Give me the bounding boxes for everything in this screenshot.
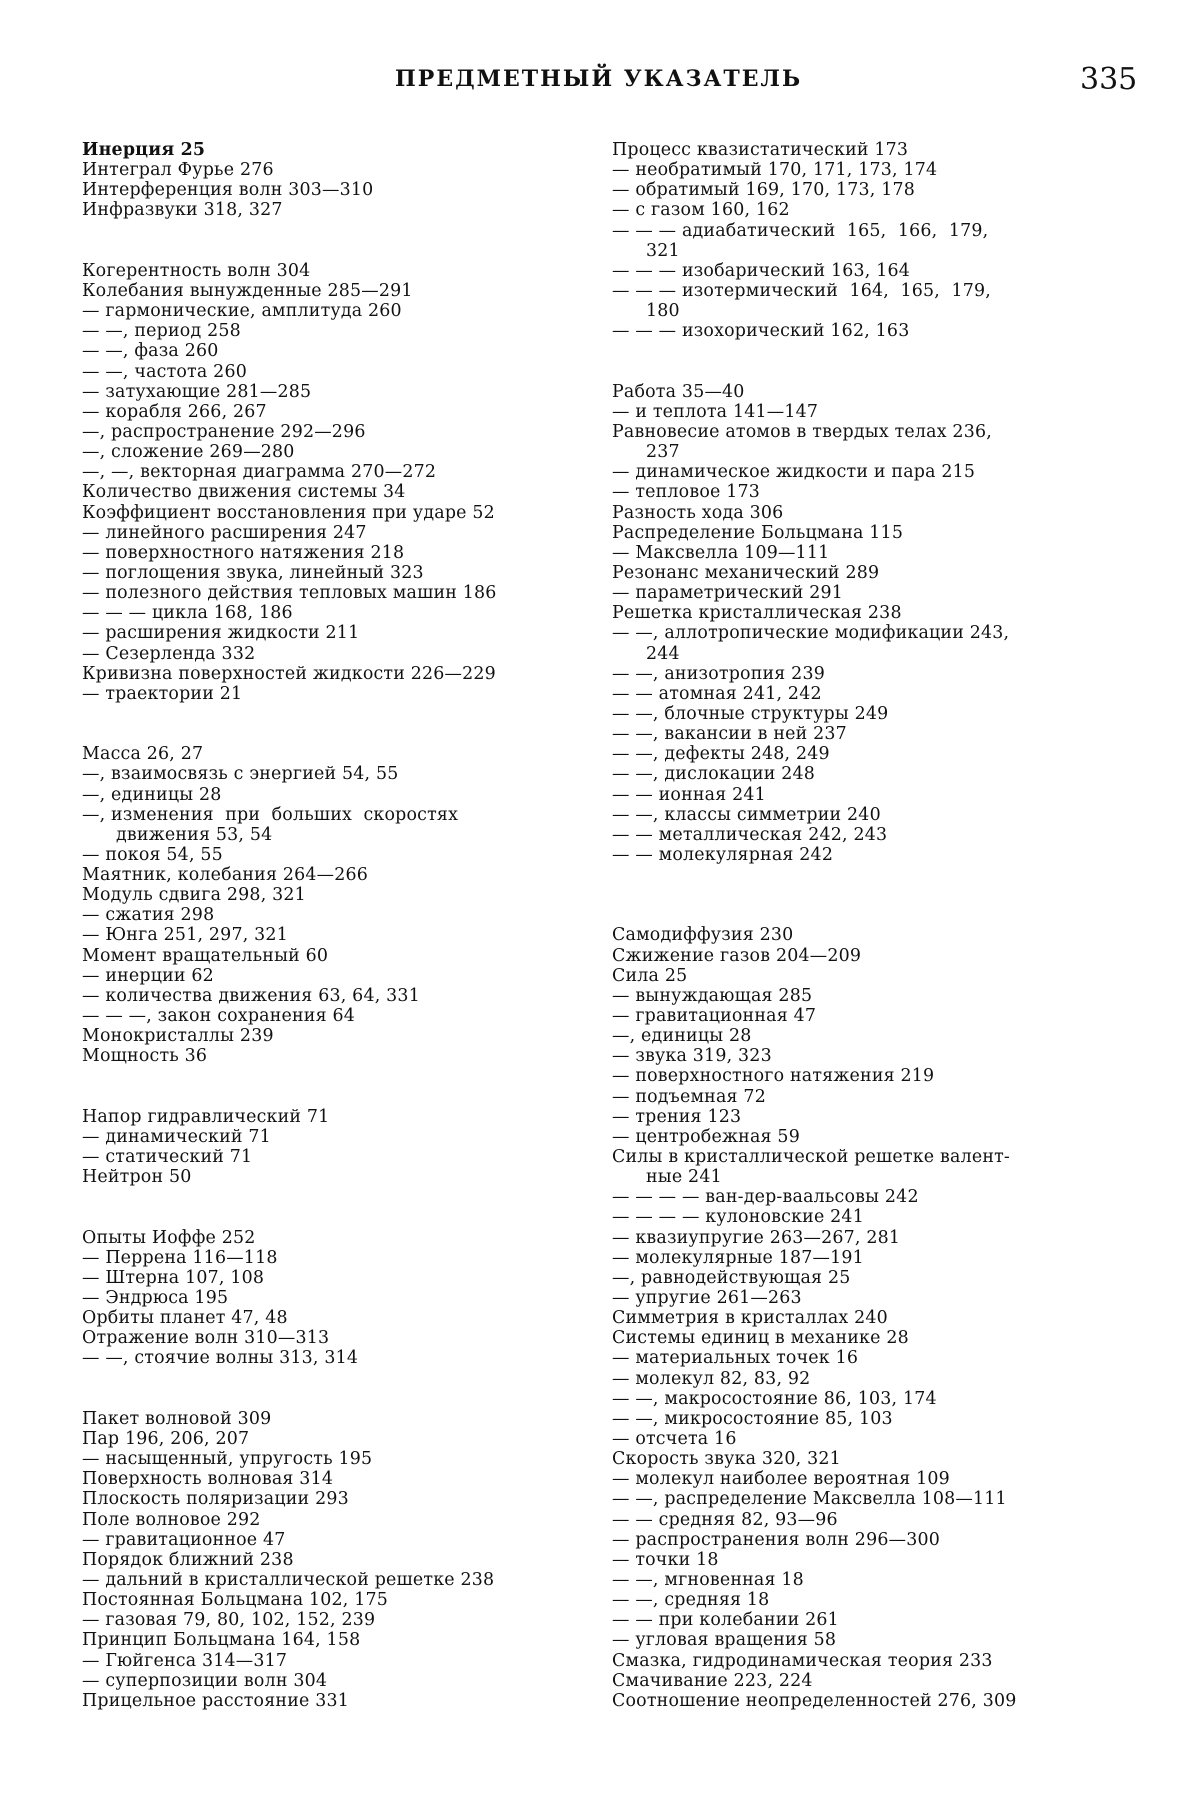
index-entry: ные 241 (646, 1167, 722, 1188)
index-entry: — точки 18 (612, 1549, 719, 1570)
index-entry: — подъемная 72 (612, 1086, 766, 1107)
index-entry: Инфразвуки 318, 327 (82, 200, 283, 221)
index-entry: — Юнга 251, 297, 321 (82, 925, 288, 946)
index-entry: Кривизна поверхностей жидкости 226—229 (82, 663, 496, 684)
index-entry: Прицельное расстояние 331 (82, 1690, 349, 1711)
index-entry: — суперпозиции волн 304 (82, 1670, 328, 1691)
index-group-gap (82, 1389, 602, 1409)
index-entry: — —, фаза 260 (82, 341, 219, 362)
index-entry: — — — цикла 168, 186 (82, 603, 293, 624)
index-entry: — —, анизотропия 239 (612, 663, 825, 684)
index-entry: — —, микросостояние 85, 103 (612, 1408, 893, 1429)
index-entry: Смачивание 223, 224 (612, 1670, 813, 1691)
index-entry: — насыщенный, упругость 195 (82, 1449, 373, 1470)
index-entry: Порядок ближний 238 (82, 1549, 294, 1570)
index-entry: — Сезерленда 332 (82, 643, 256, 664)
index-entry: —, —, векторная диаграмма 270—272 (82, 462, 437, 483)
index-entry: Монокристаллы 239 (82, 1026, 274, 1047)
index-entry: — — — изохорический 162, 163 (612, 321, 910, 342)
index-entry: Отражение волн 310—313 (82, 1328, 330, 1349)
index-entry: Инерция 25 (82, 140, 206, 160)
index-entry: — покоя 54, 55 (82, 844, 223, 865)
index-entry: Модуль сдвига 298, 321 (82, 885, 306, 906)
running-title: ПРЕДМЕТНЫЙ УКАЗАТЕЛЬ (395, 66, 803, 92)
index-entry: — молекул 82, 83, 92 (612, 1368, 811, 1389)
index-entry: — необратимый 170, 171, 173, 174 (612, 160, 938, 181)
index-entry: — отсчета 16 (612, 1429, 737, 1449)
index-entry: Масса 26, 27 (82, 744, 204, 765)
index-entry: — сжатия 298 (82, 905, 215, 926)
index-entry: Сила 25 (612, 965, 688, 986)
index-entry: — угловая вращения 58 (612, 1630, 837, 1651)
index-entry: Мощность 36 (82, 1046, 208, 1067)
index-entry: — и теплота 141—147 (612, 401, 819, 422)
index-entry: Интерференция волн 303—310 (82, 180, 374, 201)
index-entry: —, равнодействующая 25 (612, 1267, 851, 1288)
index-entry: — —, аллотропические модификации 243, (612, 623, 1010, 644)
index-entry: Поле волновое 292 (82, 1509, 261, 1530)
index-entry: — —, распределение Максвелла 108—111 (612, 1489, 1007, 1510)
index-entry: Решетка кристаллическая 238 (612, 603, 902, 624)
index-entry: — —, классы симметрии 240 (612, 804, 881, 825)
index-entry: — —, дефекты 248, 249 (612, 744, 830, 765)
index-group-gap (612, 905, 1152, 925)
page-header (0, 58, 1200, 98)
index-entry: Коэффициент восстановления при ударе 52 (82, 502, 495, 523)
index-entry: — линейного расширения 247 (82, 522, 367, 543)
index-entry: — — при колебании 261 (612, 1610, 839, 1631)
index-entry: —, изменения при больших скоростях (82, 804, 459, 825)
index-entry: — поверхностного натяжения 219 (612, 1066, 935, 1087)
index-entry: — расширения жидкости 211 (82, 623, 360, 644)
index-entry: Орбиты планет 47, 48 (82, 1308, 288, 1329)
index-entry: Постоянная Больцмана 102, 175 (82, 1590, 389, 1611)
index-entry: 180 (646, 301, 680, 322)
index-entry: — количества движения 63, 64, 331 (82, 985, 420, 1006)
index-entry: — статический 71 (82, 1147, 253, 1168)
index-entry: — — — — кулоновские 241 (612, 1207, 864, 1228)
index-group-gap (82, 704, 602, 724)
index-group-gap (82, 241, 602, 261)
index-entry: — гармонические, амплитуда 260 (82, 301, 402, 322)
index-entry: — затухающие 281—285 (82, 381, 312, 402)
index-entry: — корабля 266, 267 (82, 401, 267, 422)
index-entry: Плоскость поляризации 293 (82, 1489, 349, 1510)
index-entry: Силы в кристаллической решетке валент- (612, 1147, 1011, 1168)
index-entry: — поглощения звука, линейный 323 (82, 562, 424, 583)
index-entry: — траектории 21 (82, 683, 243, 704)
index-group-gap (82, 1207, 602, 1227)
index-entry: — гравитационное 47 (82, 1529, 286, 1550)
index-entry: — —, стоячие волны 313, 314 (82, 1348, 359, 1369)
index-entry: 244 (646, 643, 680, 664)
index-entry: — параметрический 291 (612, 583, 844, 604)
index-entry: — —, частота 260 (82, 361, 247, 382)
index-entry: Самодиффузия 230 (612, 925, 794, 946)
index-entry: — гравитационная 47 (612, 1006, 817, 1027)
index-group-gap (612, 885, 1152, 905)
index-entry: — центробежная 59 (612, 1126, 800, 1147)
index-entry: —, распространение 292—296 (82, 421, 366, 442)
index-group-gap (82, 221, 602, 241)
index-entry: — — — — ван-дер-ваальсовы 242 (612, 1187, 919, 1208)
index-entry: 237 (646, 442, 680, 463)
index-entry: Опыты Иоффе 252 (82, 1227, 256, 1248)
index-entry: Пакет волновой 309 (82, 1408, 272, 1429)
index-entry: — Штерна 107, 108 (82, 1267, 265, 1288)
index-group-gap (82, 1369, 602, 1389)
index-entry: — молекул наиболее вероятная 109 (612, 1469, 950, 1490)
index-entry: — Максвелла 109—111 (612, 542, 830, 563)
index-entry: Распределение Больцмана 115 (612, 522, 904, 543)
index-entry: Разность хода 306 (612, 502, 784, 523)
index-entry: Когерентность волн 304 (82, 260, 311, 281)
index-group-gap (612, 362, 1152, 382)
index-entry: Нейтрон 50 (82, 1167, 192, 1188)
index-entry: — инерции 62 (82, 965, 214, 986)
index-entry: — — средняя 82, 93—96 (612, 1509, 838, 1530)
index-entry: Сжижение газов 204—209 (612, 945, 862, 966)
index-entry: — — атомная 241, 242 (612, 683, 822, 704)
index-group-gap (612, 341, 1152, 361)
index-entry: — —, период 258 (82, 321, 241, 342)
index-entry: — — молекулярная 242 (612, 844, 834, 865)
index-entry: Маятник, колебания 264—266 (82, 865, 369, 886)
index-entry: —, взаимосвязь с энергией 54, 55 (82, 764, 399, 785)
index-entry: — дальний в кристаллической решетке 238 (82, 1569, 495, 1590)
index-entry: Процесс квазистатический 173 (612, 140, 909, 160)
index-entry: — — —, закон сохранения 64 (82, 1006, 356, 1027)
index-entry: — вынуждающая 285 (612, 985, 813, 1006)
index-entry: — — — изобарический 163, 164 (612, 260, 911, 281)
index-entry: Момент вращательный 60 (82, 945, 329, 966)
index-entry: — с газом 160, 162 (612, 200, 790, 221)
index-entry: — обратимый 169, 170, 173, 178 (612, 180, 915, 201)
index-entry: —, единицы 28 (612, 1026, 752, 1047)
index-entry: — материальных точек 16 (612, 1348, 859, 1369)
index-group-gap (82, 1187, 602, 1207)
index-entry: Количество движения системы 34 (82, 482, 406, 503)
index-entry: Колебания вынужденные 285—291 (82, 280, 413, 301)
index-column-left (82, 140, 602, 1711)
index-entry: Системы единиц в механике 28 (612, 1328, 909, 1349)
index-entry: —, сложение 269—280 (82, 442, 295, 463)
index-entry: Равновесие атомов в твердых телах 236, (612, 421, 992, 442)
index-group-gap (612, 865, 1152, 885)
index-entry: — Гюйгенса 314—317 (82, 1650, 288, 1671)
page-number: 335 (1080, 62, 1138, 97)
index-entry: —, единицы 28 (82, 784, 222, 805)
index-group-gap (82, 1066, 602, 1086)
index-group-gap (82, 724, 602, 744)
index-entry: — —, блочные структуры 249 (612, 703, 889, 724)
index-entry: — — — изотермический 164, 165, 179, (612, 280, 991, 301)
index-entry: Соотношение неопределенностей 276, 309 (612, 1690, 1017, 1711)
index-entry: Смазка, гидродинамическая теория 233 (612, 1650, 993, 1671)
index-entry: — Эндрюса 195 (82, 1288, 229, 1309)
index-entry: — —, вакансии в ней 237 (612, 724, 847, 745)
index-entry: Поверхность волновая 314 (82, 1469, 334, 1490)
index-entry: Резонанс механический 289 (612, 562, 880, 583)
index-entry: — динамическое жидкости и пара 215 (612, 462, 976, 483)
index-entry: — распространения волн 296—300 (612, 1529, 940, 1550)
index-entry: — —, макросостояние 86, 103, 174 (612, 1388, 937, 1409)
index-entry: Симметрия в кристаллах 240 (612, 1308, 888, 1329)
index-entry: — Перрена 116—118 (82, 1247, 278, 1268)
index-entry: движения 53, 54 (116, 824, 273, 845)
index-entry: Скорость звука 320, 321 (612, 1449, 841, 1470)
index-entry: — — ионная 241 (612, 784, 766, 805)
index-entry: — газовая 79, 80, 102, 152, 239 (82, 1610, 376, 1631)
index-entry: — трения 123 (612, 1106, 742, 1127)
index-entry: — — — адиабатический 165, 166, 179, (612, 220, 989, 241)
index-group-gap (82, 1087, 602, 1107)
index-entry: 321 (646, 240, 680, 261)
index-entry: — молекулярные 187—191 (612, 1247, 864, 1268)
index-entry: — — металлическая 242, 243 (612, 824, 888, 845)
index-entry: — звука 319, 323 (612, 1046, 772, 1067)
index-entry: — квазиупругие 263—267, 281 (612, 1227, 901, 1248)
index-entry: Работа 35—40 (612, 381, 745, 402)
index-entry: — поверхностного натяжения 218 (82, 542, 405, 563)
index-entry: — —, средняя 18 (612, 1590, 770, 1611)
index-entry: — —, дислокации 248 (612, 764, 816, 785)
index-entry: Интеграл Фурье 276 (82, 160, 274, 181)
index-entry: Принцип Больцмана 164, 158 (82, 1630, 361, 1651)
index-entry: Пар 196, 206, 207 (82, 1429, 250, 1449)
index-entry: Напор гидравлический 71 (82, 1106, 330, 1127)
index-entry: — полезного действия тепловых машин 186 (82, 583, 497, 604)
index-column-right (612, 140, 1152, 1711)
index-entry: — тепловое 173 (612, 482, 761, 503)
index-entry: — динамический 71 (82, 1126, 271, 1147)
index-entry: — —, мгновенная 18 (612, 1569, 804, 1590)
index-entry: — упругие 261—263 (612, 1288, 802, 1309)
